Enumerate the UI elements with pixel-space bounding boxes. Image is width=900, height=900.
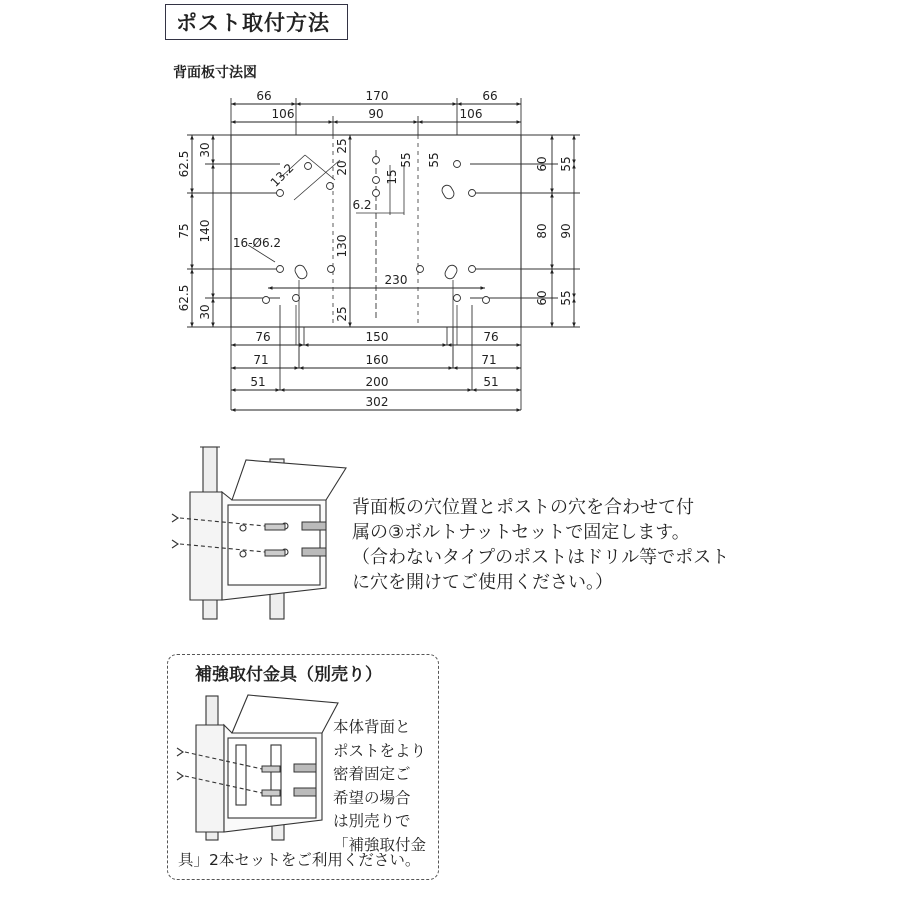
dim-left-62.5-bottom: 62.5	[177, 284, 191, 312]
dim-bottom-71-left: 71	[253, 353, 269, 367]
dim-bottom-150: 150	[365, 330, 389, 344]
reinforcement-line: 本体背面と	[333, 718, 411, 736]
dim-inner-55-left: 55	[399, 152, 413, 168]
dim-left-62.5-top: 62.5	[177, 150, 191, 178]
description-line: （合わないタイプのポストはドリル等でポスト	[352, 547, 730, 568]
dim-top-106-left: 106	[271, 107, 295, 121]
description-line: 背面板の穴位置とポストの穴を合わせて付	[352, 497, 694, 518]
dim-inner-230: 230	[384, 273, 408, 287]
dim-left-140: 140	[198, 219, 212, 243]
reinforcement-last-line: 具」2本セットをご利用ください。	[178, 851, 421, 869]
dim-right-60-bottom: 60	[535, 290, 549, 306]
reinforcement-line: 希望の場合	[333, 788, 411, 807]
description-line: に穴を開けてご使用ください。）	[352, 572, 613, 593]
dim-inner-25-bottom: 25	[335, 306, 349, 322]
dim-bottom-76-left: 76	[255, 330, 271, 344]
dim-left-75: 75	[177, 223, 191, 239]
dim-right-90: 90	[559, 223, 573, 239]
reinforcement-line: 密着固定ご	[333, 765, 411, 783]
dim-inner-55-right: 55	[427, 152, 441, 168]
dim-bottom-302: 302	[365, 395, 389, 409]
description-line: 属の③ボルトナットセットで固定します。	[352, 522, 690, 543]
dim-bottom-200: 200	[365, 375, 389, 389]
reinforcement-line: は別売りで	[333, 812, 411, 830]
dim-inner-15: 15	[385, 169, 399, 185]
dim-top-170: 170	[365, 89, 389, 103]
dim-right-55-bottom: 55	[559, 290, 573, 306]
dim-right-80: 80	[535, 223, 549, 239]
dim-right-60-top: 60	[535, 156, 549, 172]
dim-top-106-right: 106	[459, 107, 483, 121]
dim-inner-130: 130	[335, 234, 349, 258]
dim-bottom-51-left: 51	[250, 375, 266, 389]
dim-left-30-bottom: 30	[198, 304, 212, 320]
dim-hole-spec: 16-Ø6.2	[232, 236, 282, 250]
dim-left-30-top: 30	[198, 142, 212, 158]
dim-bottom-160: 160	[365, 353, 389, 367]
dim-bottom-71-right: 71	[481, 353, 497, 367]
dim-top-66-left: 66	[256, 89, 272, 103]
dim-inner-25-top: 25	[335, 138, 349, 154]
reinforcement-line: 「補強取付金	[333, 835, 427, 854]
drawing-title: 背面板寸法図	[173, 65, 257, 81]
dim-right-55-top: 55	[559, 156, 573, 172]
mounting-description	[352, 495, 732, 595]
dim-top-66-right: 66	[482, 89, 498, 103]
dim-top-90: 90	[368, 107, 384, 121]
reinforcement-line: ポストをより	[333, 741, 427, 760]
post-mounting-illustration	[172, 447, 346, 619]
dim-bottom-76-right: 76	[483, 330, 499, 344]
page-title: ポスト取付方法	[165, 4, 348, 40]
dim-inner-6.2: 6.2	[352, 198, 372, 212]
dim-inner-20: 20	[335, 160, 349, 176]
reinforcement-text	[333, 716, 426, 857]
reinforcement-title: 補強取付金具（別売り）	[195, 665, 382, 685]
dim-bottom-51-right: 51	[483, 375, 499, 389]
dim-inner-13.2: 13.2	[267, 160, 297, 190]
